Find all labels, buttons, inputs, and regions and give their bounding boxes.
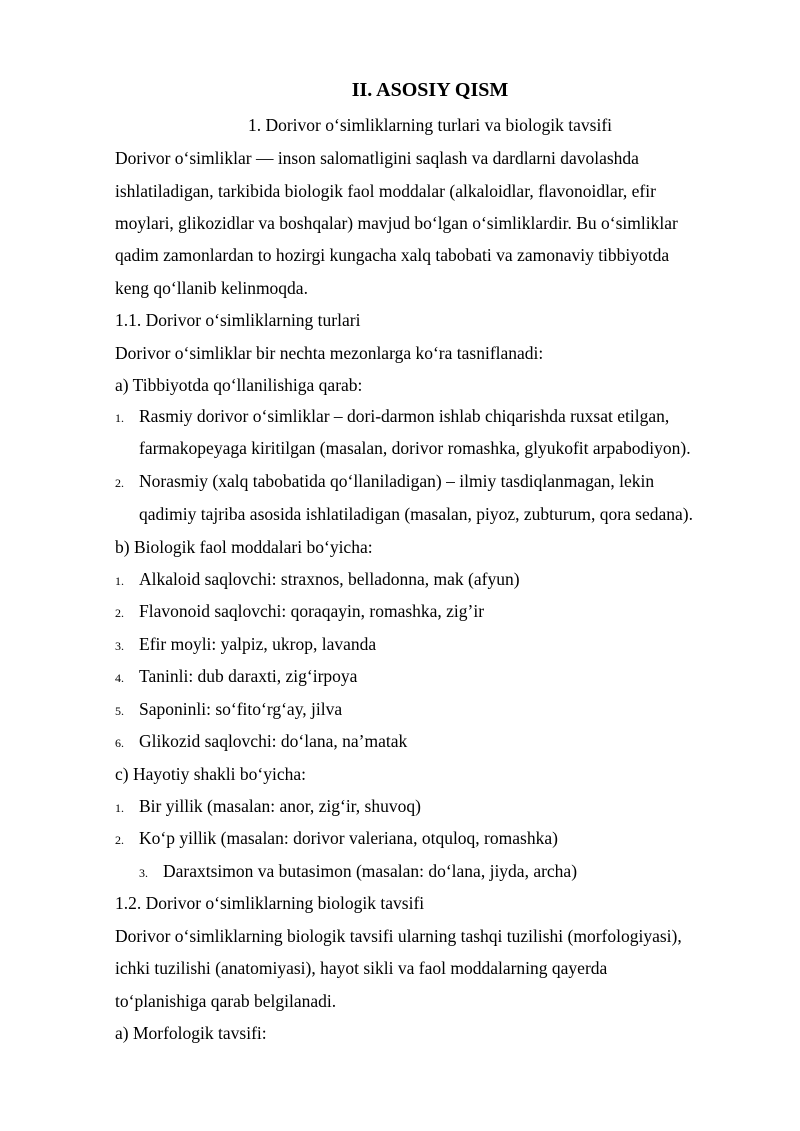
list-item-text: Ko‘p yillik (masalan: dorivor valeriana, otquloq, romashka): [139, 828, 558, 848]
classification-intro: Dorivor o‘simliklar bir nechta mezonlarga ko‘ra tasniflanadi:: [115, 343, 544, 363]
intro-line-5: keng qo‘llanib kelinmoqda.: [115, 278, 308, 298]
morphology-title: a) Morfologik tavsifi:: [115, 1023, 267, 1043]
intro-line-1: Dorivor o‘simliklar — inson salomatligini saqlash va dardlarni davolashda: [115, 148, 639, 168]
section-heading-1-2: 1.2. Dorivor o‘simliklarning biologik tavsifi: [115, 893, 425, 913]
list-item-text-continued: farmakopeyaga kiritilgan (masalan, dorivor romashka, glyukofit arpabodiyon).: [139, 438, 691, 458]
intro-line-4: qadim zamonlardan to hozirgi kungacha xalq tabobati va zamonaviy tibbiyotda: [115, 245, 670, 265]
list-number: 5.: [115, 704, 124, 718]
bio-line-2: ichki tuzilishi (anatomiyasi), hayot sikli va faol moddalarning qayerda: [115, 958, 608, 978]
bio-line-1: Dorivor o‘simliklarning biologik tavsifi ularning tashqi tuzilishi (morfologiyasi),: [115, 926, 682, 946]
list-item-text-continued: qadimiy tajriba asosida ishlatiladigan (masalan, piyoz, zubturum, qora sedana).: [139, 504, 694, 524]
list-item-text: Bir yillik (masalan: anor, zig‘ir, shuvoq): [139, 796, 421, 816]
intro-line-2: ishlatiladigan, tarkibida biologik faol moddalar (alkaloidlar, flavonoidlar, efir: [115, 181, 656, 201]
list-item-text: Daraxtsimon va butasimon (masalan: do‘lana, jiyda, archa): [163, 861, 578, 881]
bio-line-3: to‘planishiga qarab belgilanadi.: [115, 991, 337, 1011]
list-number: 2.: [115, 606, 124, 620]
list-item-text: Flavonoid saqlovchi: qoraqayin, romashka, zig’ir: [139, 601, 485, 621]
list-item-text: Glikozid saqlovchi: do‘lana, na’matak: [139, 731, 408, 751]
list-item-text: Norasmiy (xalq tabobatida qo‘llaniladigan) – ilmiy tasdiqlanmagan, lekin: [139, 471, 655, 491]
list-number: 2.: [115, 476, 124, 490]
list-number: 1.: [115, 574, 124, 588]
list-number: 3.: [139, 866, 148, 880]
group-c-title: c) Hayotiy shakli bo‘yicha:: [115, 764, 306, 784]
intro-line-3: moylari, glikozidlar va boshqalar) mavjud bo‘lgan o‘simliklardir. Bu o‘simliklar: [115, 213, 678, 233]
list-item-text: Rasmiy dorivor o‘simliklar – dori-darmon ishlab chiqarishda ruxsat etilgan,: [139, 406, 670, 426]
list-number: 6.: [115, 736, 124, 750]
list-number: 4.: [115, 671, 124, 685]
group-a-title: a) Tibbiyotda qo‘llanilishiga qarab:: [115, 375, 363, 395]
list-item-text: Alkaloid saqlovchi: straxnos, belladonna, mak (afyun): [139, 569, 520, 589]
list-number: 1.: [115, 801, 124, 815]
section-heading-1-1: 1.1. Dorivor o‘simliklarning turlari: [115, 310, 361, 330]
list-item-text: Taninli: dub daraxti, zig‘irpoya: [139, 666, 358, 686]
list-number: 1.: [115, 411, 124, 425]
group-b-title: b) Biologik faol moddalari bo‘yicha:: [115, 537, 373, 557]
list-item-text: Saponinli: so‘fito‘rg‘ay, jilva: [139, 699, 343, 719]
list-number: 2.: [115, 833, 124, 847]
page-title: II. ASOSIY QISM: [351, 79, 509, 101]
chapter-subtitle: 1. Dorivor o‘simliklarning turlari va biologik tavsifi: [247, 115, 613, 135]
list-number: 3.: [115, 639, 124, 653]
list-item-text: Efir moyli: yalpiz, ukrop, lavanda: [139, 634, 377, 654]
